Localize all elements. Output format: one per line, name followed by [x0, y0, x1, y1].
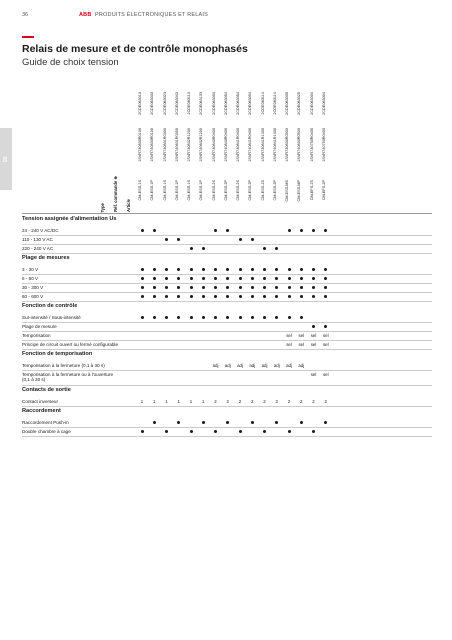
order-ref: 1SVR740830R0100 [150, 128, 155, 162]
dot-icon [263, 316, 266, 319]
article-number: 2CDE083004 [321, 92, 326, 115]
cell-value: adj [249, 363, 256, 368]
bullet-dot-icon [319, 227, 333, 235]
dot-icon [263, 247, 266, 250]
dot-icon [153, 286, 156, 289]
cell-value: 1 [165, 399, 168, 404]
section-heading: Fonction de contrôle [22, 303, 78, 309]
dot-icon [226, 268, 229, 271]
order-ref: 1SVR740841R1400 [272, 128, 277, 162]
column-header [321, 92, 331, 212]
dot-icon [312, 325, 315, 328]
chapter-tab-label: 03 [3, 156, 9, 162]
dot-icon [141, 268, 144, 271]
bullet-dot-icon [319, 419, 333, 427]
dot-icon [239, 277, 242, 280]
bullet-dot-icon [319, 293, 333, 301]
page-subtitle: Guide de choix tension [22, 57, 119, 68]
column-header [309, 92, 319, 212]
order-ref: 1SVR730841R0400 [236, 128, 240, 162]
bullet-dot-icon [209, 428, 223, 436]
section-heading: Fonction de temporisation [22, 351, 93, 357]
dot-icon [141, 277, 144, 280]
row-label: 30 - 300 V [22, 285, 44, 290]
table-row [22, 323, 432, 332]
dot-icon [324, 421, 327, 424]
bullet-dot-icon [221, 227, 235, 235]
dot-icon [141, 316, 144, 319]
dot-icon [288, 268, 291, 271]
dot-icon [251, 277, 254, 280]
table-row [22, 332, 432, 341]
cell-value: 1 [177, 399, 180, 404]
order-ref: 1SVR740841R0400 [248, 128, 253, 162]
section-heading: Plage de mesures [22, 255, 70, 261]
cell-value: sel [310, 372, 317, 377]
page-header [22, 12, 432, 24]
article-number: 2CDE083054 [236, 92, 240, 115]
dot-icon [190, 430, 193, 433]
row-label: Contact inverseur [22, 399, 59, 404]
bullet-dot-icon [221, 419, 235, 427]
dot-icon [165, 268, 168, 271]
dot-icon [300, 295, 303, 298]
type-code: CM-ESS.1P [150, 180, 155, 201]
dot-icon [202, 247, 205, 250]
bullet-dot-icon [184, 428, 198, 436]
cell-value: 1 [189, 399, 193, 404]
table-row [22, 245, 432, 254]
dot-icon [202, 421, 205, 424]
article-number: 2CDE083033 [150, 92, 155, 115]
table-row [22, 266, 432, 275]
dot-icon [226, 316, 229, 319]
bullet-dot-icon [196, 245, 210, 253]
cell-value: 2 [312, 399, 315, 404]
dot-icon [288, 430, 291, 433]
column-header [235, 92, 245, 212]
dot-icon [141, 295, 144, 298]
article-number: 2CDE083013 [138, 92, 142, 115]
dot-icon [288, 286, 291, 289]
table-row [22, 314, 432, 323]
dot-icon [190, 286, 193, 289]
dot-icon [202, 268, 205, 271]
cell-value: 2 [238, 399, 242, 404]
cell-value: 1 [140, 399, 144, 404]
dot-icon [251, 238, 254, 241]
bullet-dot-icon [294, 314, 308, 322]
column-header [284, 92, 294, 212]
dot-icon [190, 295, 193, 298]
dot-icon [324, 229, 327, 232]
type-code: CM-ESS.MP [297, 180, 302, 202]
bullet-dot-icon [245, 419, 259, 427]
dot-icon [288, 295, 291, 298]
dot-icon [275, 295, 278, 298]
dot-icon [324, 277, 327, 280]
dot-icon [239, 295, 242, 298]
dot-icon [226, 286, 229, 289]
bullet-dot-icon [147, 227, 161, 235]
dot-icon [165, 286, 168, 289]
type-code: CM-ESS.2S [236, 180, 240, 201]
column-header [223, 92, 233, 212]
row-label: Temporisation [22, 333, 51, 338]
cell-value: 2 [300, 399, 303, 404]
dot-icon [263, 430, 266, 433]
row-label: Sur-intensité / Sous-intensité [22, 315, 81, 320]
section-heading: Raccordement [22, 408, 61, 414]
dot-icon [165, 238, 168, 241]
dot-icon [275, 247, 278, 250]
type-code: CM-ESS.1S [162, 180, 167, 201]
dot-icon [214, 268, 217, 271]
dot-icon [177, 277, 180, 280]
dot-icon [202, 277, 205, 280]
page-title: Relais de mesure et de contrôle monophasés [22, 43, 248, 55]
bullet-dot-icon [245, 236, 259, 244]
row-label: Plage de mesure [22, 324, 57, 329]
bullet-dot-icon [307, 428, 321, 436]
dot-icon [153, 421, 156, 424]
row-label: 110 - 130 V AC [22, 237, 53, 242]
dot-icon [214, 229, 217, 232]
row-label: 6 - 60 V [22, 276, 39, 281]
cell-value: adj [224, 363, 231, 368]
article-number: 2CDE083114 [260, 92, 265, 115]
dot-icon [177, 286, 180, 289]
dot-icon [153, 316, 156, 319]
dot-icon [226, 295, 229, 298]
bullet-dot-icon [172, 419, 186, 427]
type-code: CM-ESS.2P [223, 180, 228, 201]
section-title: PRODUITS ÉLECTRONIQUES ET RELAIS [95, 12, 208, 18]
dot-icon [251, 268, 254, 271]
article-number: 2CDE083043 [174, 92, 179, 115]
dot-icon [214, 277, 217, 280]
type-code: CM-ESS.MS [285, 180, 289, 202]
cell-value: 2 [263, 399, 266, 404]
dot-icon [312, 277, 315, 280]
cell-value: adj [237, 363, 243, 368]
bullet-dot-icon [258, 428, 272, 436]
dot-icon [177, 268, 180, 271]
dot-icon [324, 268, 327, 271]
row-label: Raccordement Push-in [22, 420, 69, 425]
dot-icon [214, 286, 217, 289]
section-heading: Contacts de sortie [22, 387, 71, 393]
dot-icon [324, 325, 327, 328]
order-ref: 1SVR740750R0400 [321, 128, 326, 162]
row-label: 220 - 240 V AC [22, 246, 54, 251]
dot-icon [251, 421, 254, 424]
column-header [198, 92, 208, 212]
type-code: CM-EFS.2P [321, 180, 326, 201]
type-code: CM-ESS.2S [260, 180, 265, 201]
dot-icon [300, 286, 303, 289]
article-number: 2CDE083133 [199, 92, 204, 115]
dot-icon [300, 277, 303, 280]
cell-value: sel [322, 342, 329, 347]
cell-value: sel [298, 333, 305, 338]
dot-icon [251, 286, 254, 289]
type-code: CM-ESS.1S [138, 180, 142, 201]
table-row [22, 398, 432, 407]
dot-icon [275, 286, 278, 289]
type-code: CM-ESS.1S [187, 180, 191, 201]
column-header [162, 92, 172, 212]
dot-icon [214, 295, 217, 298]
article-number: 2CDE083005 [285, 92, 289, 115]
row-label: 60 - 600 V [22, 294, 44, 299]
bullet-dot-icon [135, 428, 149, 436]
type-code: CM-ESS.1P [174, 180, 179, 201]
row-label: 3 - 30 V [22, 267, 39, 272]
dot-icon [214, 430, 217, 433]
column-header [260, 92, 270, 212]
order-ref: 1SVR730841R1400 [260, 128, 265, 162]
bullet-dot-icon [319, 275, 333, 283]
dot-icon [190, 268, 193, 271]
cell-value: sel [286, 342, 292, 347]
dot-icon [239, 316, 242, 319]
column-header [272, 92, 282, 212]
bullet-dot-icon [147, 419, 161, 427]
section-heading: Tension assignée d'alimentation Us [22, 216, 117, 222]
row-label: Temporisation à la fermeture ou à l'ouverture (0,1 à 30 s) [22, 372, 114, 382]
cell-value: sel [322, 372, 329, 377]
table-row [22, 362, 432, 371]
type-code: CM-ESS.2P [272, 180, 277, 201]
dot-icon [300, 316, 303, 319]
cell-value: sel [286, 333, 292, 338]
dot-icon [177, 238, 180, 241]
dot-icon [165, 316, 168, 319]
dot-icon [153, 295, 156, 298]
dot-icon [263, 268, 266, 271]
dot-icon [226, 229, 229, 232]
article-number: 2CDE083004 [309, 92, 314, 115]
row-label: 24 - 240 V AC/DC [22, 228, 59, 233]
header-ref [113, 92, 122, 212]
row-label: Principe de circuit ouvert ou fermé configurable [22, 342, 119, 347]
dot-icon [226, 421, 229, 424]
type-code: CM-ESS.2S [211, 180, 216, 201]
dot-icon [202, 295, 205, 298]
bullet-dot-icon [233, 428, 247, 436]
dot-icon [202, 316, 205, 319]
cell-value: 2 [287, 399, 291, 404]
dot-icon [239, 268, 242, 271]
dot-icon [153, 229, 156, 232]
dot-icon [312, 286, 315, 289]
dot-icon [288, 316, 291, 319]
bullet-dot-icon [160, 428, 174, 436]
order-ref: 1SVR730830R0100 [138, 128, 142, 162]
dot-icon [153, 277, 156, 280]
brand-logo: ABB [79, 12, 92, 18]
type-code: CM-ESS.2P [248, 180, 253, 201]
bullet-dot-icon [282, 428, 296, 436]
dot-icon [324, 286, 327, 289]
column-header [137, 92, 147, 212]
dot-icon [190, 247, 193, 250]
bullet-dot-icon [319, 284, 333, 292]
table-top-rule [22, 213, 432, 214]
cell-value: sel [298, 342, 305, 347]
dot-icon [312, 229, 315, 232]
cell-value: 2 [226, 399, 229, 404]
column-header [186, 92, 196, 212]
dot-icon [177, 316, 180, 319]
dot-icon [275, 316, 278, 319]
cell-value: 1 [202, 399, 205, 404]
bullet-dot-icon [294, 419, 308, 427]
dot-icon [300, 421, 303, 424]
dot-icon [226, 277, 229, 280]
dot-icon [141, 430, 144, 433]
dot-icon [214, 316, 217, 319]
bullet-dot-icon [172, 236, 186, 244]
order-ref: 1SVR730832R1200 [187, 128, 191, 162]
column-header [211, 92, 221, 212]
bullet-dot-icon [319, 323, 333, 331]
bullet-dot-icon [196, 419, 210, 427]
dot-icon [165, 295, 168, 298]
dot-icon [275, 268, 278, 271]
article-number: 2CDE083023 [162, 92, 167, 115]
article-number: 2CDE083094 [248, 92, 253, 115]
dot-icon [263, 277, 266, 280]
cell-value: adj [286, 363, 292, 368]
order-ref: 1SVR730831R0300 [162, 128, 167, 162]
cell-value: adj [298, 363, 305, 368]
dot-icon [239, 238, 242, 241]
dot-icon [251, 316, 254, 319]
order-ref: 1SVR730840R0400 [211, 128, 216, 162]
column-header [174, 92, 184, 212]
dot-icon [288, 229, 291, 232]
dot-icon [177, 295, 180, 298]
dot-icon [239, 430, 242, 433]
dot-icon [312, 268, 315, 271]
cell-value: adj [261, 363, 268, 368]
dot-icon [275, 421, 278, 424]
dot-icon [190, 277, 193, 280]
column-header [296, 92, 306, 212]
dot-icon [190, 316, 193, 319]
chapter-tab [0, 128, 12, 190]
bullet-dot-icon [319, 266, 333, 274]
order-ref: 1SVR730830R0500 [285, 128, 289, 162]
table-row [22, 275, 432, 284]
table-row [22, 428, 432, 437]
dot-icon [312, 430, 315, 433]
header-type [100, 92, 109, 212]
table-row [22, 227, 432, 236]
bullet-dot-icon [270, 419, 284, 427]
article-number: 2CDE083114 [272, 92, 277, 115]
dot-icon [300, 229, 303, 232]
dot-icon [141, 286, 144, 289]
table-row [22, 371, 432, 386]
accent-bar [22, 36, 34, 38]
bullet-dot-icon [270, 245, 284, 253]
cell-value: 2 [251, 399, 254, 404]
table-row [22, 236, 432, 245]
order-ref: 1SVR740831R0300 [174, 128, 179, 162]
dot-icon [263, 286, 266, 289]
dot-icon [165, 430, 168, 433]
cell-value: sel [322, 333, 329, 338]
order-ref: 1SVR740840R0400 [223, 128, 228, 162]
header-type-text: Type [100, 202, 105, 212]
header-article [126, 92, 135, 212]
dot-icon [141, 229, 144, 232]
dot-icon [275, 277, 278, 280]
row-label: Temporisation à la fermeture (0,1 à 30 s) [22, 363, 105, 368]
cell-value: 2 [324, 399, 327, 404]
article-number: 2CDE083025 [297, 92, 302, 115]
dot-icon [153, 268, 156, 271]
type-code: CM-EFS.2S [309, 180, 314, 201]
cell-value: sel [310, 342, 317, 347]
dot-icon [251, 295, 254, 298]
type-code: CM-ESS.1P [199, 180, 204, 201]
table-row [22, 293, 432, 302]
article-number: 2CDE083113 [187, 92, 191, 115]
dot-icon [263, 295, 266, 298]
cell-value: sel [310, 333, 317, 338]
dot-icon [177, 421, 180, 424]
cell-value: 2 [214, 399, 217, 404]
row-label: Double chambre à cage [22, 429, 71, 434]
table-row [22, 419, 432, 428]
article-number: 2CDE083094 [211, 92, 216, 115]
table-row [22, 284, 432, 293]
cell-value: 1 [153, 399, 156, 404]
article-number: 2CDE083054 [223, 92, 228, 115]
order-ref: 1SVR730750R0400 [309, 128, 314, 162]
table-row [22, 341, 432, 350]
cell-value: 2 [275, 399, 278, 404]
header-ref-text: Réf. commande ⊕ [113, 176, 118, 212]
header-article-text: Article [126, 198, 131, 212]
page-number: 36 [22, 12, 29, 18]
cell-value: adj [212, 363, 219, 368]
dot-icon [324, 295, 327, 298]
order-ref: 1SVR740830R0500 [297, 128, 302, 162]
dot-icon [288, 277, 291, 280]
cell-value: adj [273, 363, 280, 368]
order-ref: 1SVR740832R1200 [199, 128, 204, 162]
dot-icon [300, 268, 303, 271]
dot-icon [312, 295, 315, 298]
column-header [149, 92, 159, 212]
dot-icon [239, 286, 242, 289]
dot-icon [165, 277, 168, 280]
dot-icon [202, 286, 205, 289]
column-header [247, 92, 257, 212]
